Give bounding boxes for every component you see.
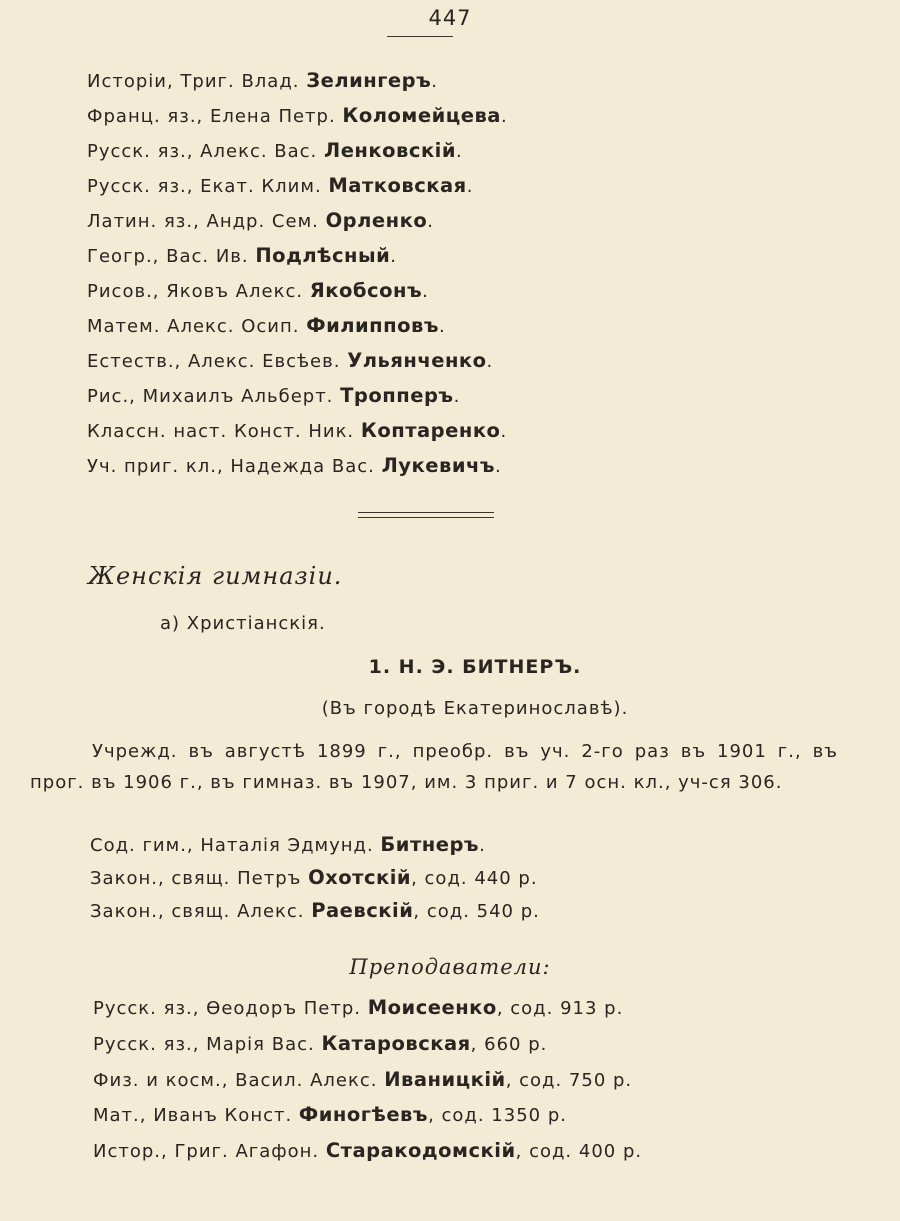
staff-subject: Русск. яз., Алекс. Вас. <box>87 141 325 162</box>
section-heading: Женскія гимназіи. <box>88 562 343 590</box>
staff-surname: Зелингеръ <box>306 69 432 92</box>
staff-surname: Раевскій <box>311 899 414 922</box>
teacher-line <box>93 996 623 1021</box>
staff-surname: Подлѣсный <box>255 244 391 267</box>
teacher-surname: Старакодомскій <box>325 1139 516 1162</box>
page-number-rule <box>387 36 453 37</box>
staff-subject: Рисов., Яковъ Алекс. <box>87 281 310 302</box>
staff-surname: Коптаренко <box>360 419 501 442</box>
staff-subject: Матем. Алекс. Осип. <box>87 316 307 337</box>
section-divider <box>358 512 494 518</box>
staff-surname: Охотскій <box>308 866 412 889</box>
staff-line <box>87 139 463 164</box>
staff-line <box>87 314 446 339</box>
teacher-surname: Иваницкій <box>384 1068 506 1091</box>
staff-surname: Матковская <box>328 174 467 197</box>
teacher-line <box>93 1139 642 1164</box>
staff-line <box>87 174 473 199</box>
staff-line <box>87 244 397 269</box>
staff-suffix: . <box>422 281 429 302</box>
teacher-subject: Мат., Иванъ Конст. <box>93 1105 299 1126</box>
teacher-salary: , сод. 400 р. <box>515 1141 643 1162</box>
staff-surname: Тропперъ <box>340 384 454 407</box>
teacher-subject: Русск. яз., Ѳеодоръ Петр. <box>93 998 368 1019</box>
gymnasium-description: Учрежд. въ августѣ 1899 г., преобр. въ уч. 2-го раз въ 1901 г., въ прог. въ 1906 г., въ гимназ. въ 1907, им. 3 приг. и 7 осн. кл., уч-ся 306. <box>30 741 838 793</box>
page-number: 447 <box>428 6 472 30</box>
subsection-label: а) Христіанскія. <box>160 613 326 634</box>
teacher-surname: Моисеенко <box>367 996 497 1019</box>
staff-subject: Уч. приг. кл., Надежда Вас. <box>87 456 382 477</box>
staff-surname: Якобсонъ <box>309 279 423 302</box>
teacher-salary: , сод. 750 р. <box>505 1070 633 1091</box>
staff-line <box>87 384 460 409</box>
staff-subject: Естеств., Алекс. Евсѣев. <box>87 351 348 372</box>
gymnasium-title: 1. Н. Э. БИТНЕРЪ. <box>368 656 582 678</box>
staff-line <box>87 209 434 234</box>
staff-suffix: . <box>486 351 494 372</box>
staff-surname: Коломейцева <box>342 104 501 127</box>
staff-subject: Рис., Михаилъ Альберт. <box>87 386 341 407</box>
staff-suffix: . <box>500 421 508 442</box>
staff-subject: Геогр., Вас. Ив. <box>87 246 256 267</box>
staff-surname: Ленковскій <box>324 139 457 162</box>
staff-line <box>87 419 507 444</box>
staff-line <box>90 866 538 891</box>
staff-line <box>87 69 438 94</box>
teacher-surname: Катаровская <box>321 1032 471 1055</box>
staff-suffix: . <box>479 835 486 856</box>
staff-suffix: . <box>453 386 461 407</box>
staff-suffix: . <box>495 456 502 477</box>
city-line: (Въ городѣ Екатеринославѣ). <box>321 698 629 719</box>
staff-line <box>90 833 486 858</box>
staff-subject: Закон., свящ. Алекс. <box>90 901 312 922</box>
staff-suffix: . <box>439 316 446 337</box>
staff-line <box>87 104 508 129</box>
staff-subject: Сод. гим., Наталія Эдмунд. <box>90 835 381 856</box>
teacher-line <box>93 1032 547 1057</box>
staff-surname: Лукевичъ <box>381 454 496 477</box>
staff-suffix: . <box>390 246 398 267</box>
staff-suffix: . <box>427 211 434 232</box>
staff-suffix: , сод. 540 р. <box>413 901 540 922</box>
teacher-subject: Русск. яз., Марія Вас. <box>93 1034 322 1055</box>
staff-subject: Закон., свящ. Петръ <box>90 868 309 889</box>
staff-subject: Исторіи, Триг. Влад. <box>87 71 307 92</box>
staff-line <box>87 279 429 304</box>
teacher-surname: Финогѣевъ <box>298 1103 429 1126</box>
staff-subject: Латин. яз., Андр. Сем. <box>87 211 326 232</box>
staff-subject: Классн. наст. Конст. Ник. <box>87 421 361 442</box>
staff-subject: Франц. яз., Елена Петр. <box>87 106 343 127</box>
staff-surname: Филипповъ <box>306 314 440 337</box>
staff-suffix: . <box>500 106 508 127</box>
staff-surname: Орленко <box>325 209 428 232</box>
staff-surname: Битнеръ <box>380 833 480 856</box>
staff-suffix: . <box>431 71 438 92</box>
teacher-salary: , сод. 913 р. <box>496 998 624 1019</box>
staff-subject: Русск. яз., Екат. Клим. <box>87 176 329 197</box>
teacher-line <box>93 1103 567 1128</box>
teacher-subject: Истор., Григ. Агафон. <box>93 1141 326 1162</box>
teacher-line <box>93 1068 632 1093</box>
staff-suffix: . <box>466 176 474 197</box>
staff-surname: Ульянченко <box>347 349 487 372</box>
teacher-salary: , сод. 1350 р. <box>428 1105 567 1126</box>
staff-line <box>87 349 493 374</box>
staff-line <box>87 454 502 479</box>
staff-suffix: . <box>456 141 463 162</box>
staff-line <box>90 899 540 924</box>
staff-suffix: , сод. 440 р. <box>411 868 538 889</box>
teachers-heading: Преподаватели: <box>349 955 551 979</box>
teacher-salary: , 660 р. <box>470 1034 548 1055</box>
teacher-subject: Физ. и косм., Васил. Алекс. <box>93 1070 385 1091</box>
